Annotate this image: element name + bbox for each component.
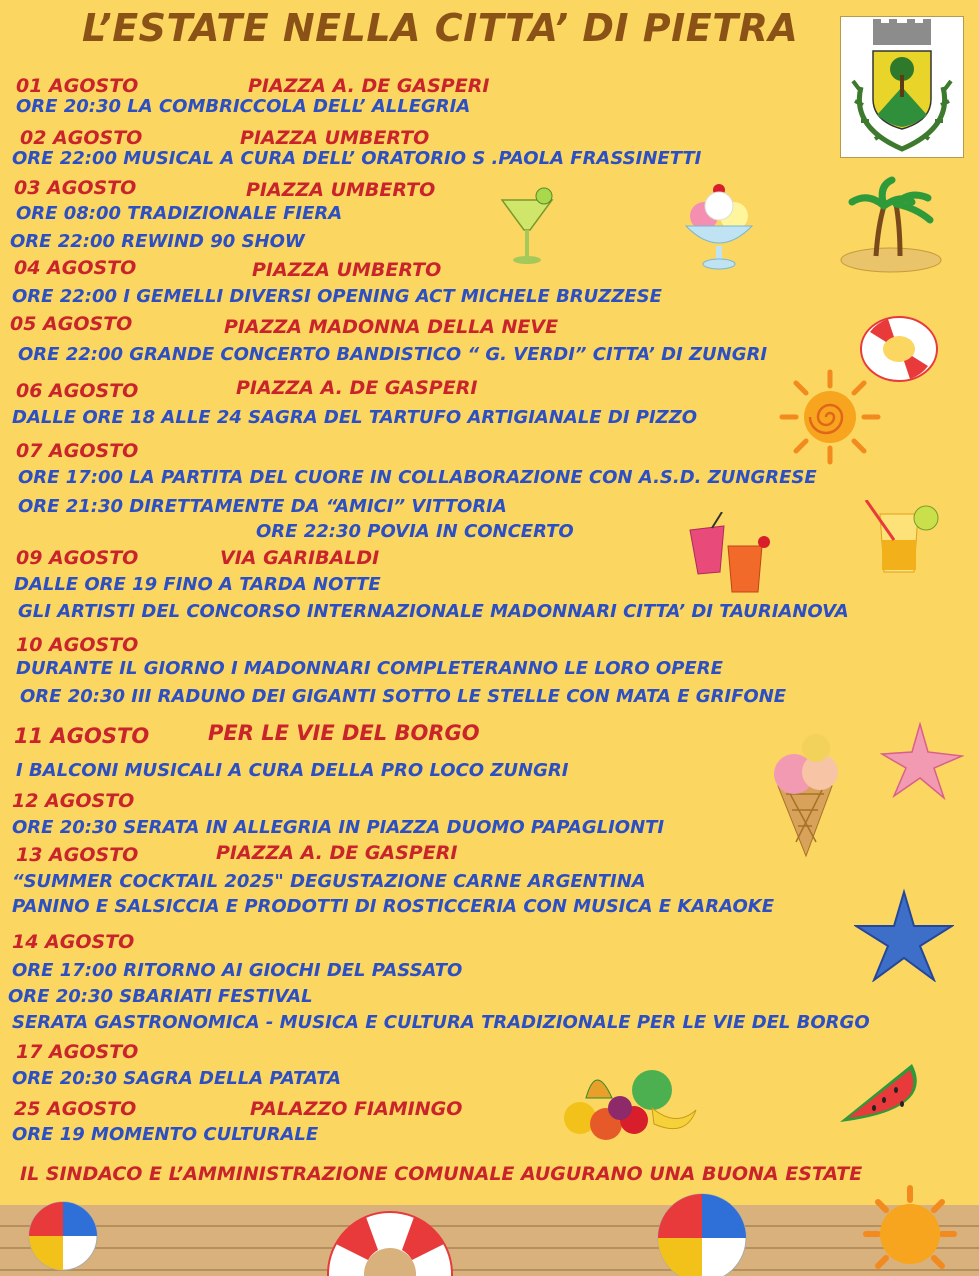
event-detail: I BALCONI MUSICALI A CURA DELLA PRO LOCO ZUNGRI	[16, 760, 569, 781]
event-detail: ORE 20:30 LA COMBRICCOLA DELL’ ALLEGRIA	[16, 96, 471, 117]
event-detail: DALLE ORE 18 ALLE 24 SAGRA DEL TARTUFO ARTIGIANALE DI PIZZO	[12, 407, 698, 428]
watermelon-icon	[836, 1060, 928, 1140]
closing-message: IL SINDACO E L’AMMINISTRAZIONE COMUNALE AUGURANO UNA BUONA ESTATE	[20, 1163, 863, 1185]
event-detail: ORE 20:30 III RADUNO DEI GIGANTI SOTTO LE STELLE CON MATA E GRIFONE	[20, 686, 787, 707]
event-date: 04 AGOSTO	[14, 257, 137, 279]
event-place: PIAZZA A. DE GASPERI	[216, 842, 458, 864]
event-detail: GLI ARTISTI DEL CONCORSO INTERNAZIONALE MADONNARI CITTA’ DI TAURIANOVA	[18, 601, 849, 622]
wooden-deck	[0, 1205, 979, 1276]
event-detail: ORE 17:00 LA PARTITA DEL CUORE IN COLLABORAZIONE CON A.S.D. ZUNGRESE	[18, 467, 817, 488]
event-date: 03 AGOSTO	[14, 177, 137, 199]
event-detail: SERATA GASTRONOMICA - MUSICA E CULTURA TRADIZIONALE PER LE VIE DEL BORGO	[12, 1012, 870, 1033]
event-date: 02 AGOSTO	[20, 127, 143, 149]
life-ring-icon	[326, 1204, 454, 1276]
event-date: 14 AGOSTO	[12, 931, 135, 953]
event-date: 25 AGOSTO	[14, 1098, 137, 1120]
event-date: 12 AGOSTO	[12, 790, 135, 812]
starfish-pink-icon	[880, 722, 964, 800]
event-place: PIAZZA UMBERTO	[252, 259, 442, 281]
event-place: PIAZZA UMBERTO	[246, 179, 436, 201]
event-detail: ORE 20:30 SERATA IN ALLEGRIA IN PIAZZA DUOMO PAPAGLIONTI	[12, 817, 665, 838]
event-detail: “SUMMER COCKTAIL 2025" DEGUSTAZIONE CARNE ARGENTINA	[12, 871, 646, 892]
event-detail: ORE 22:30 POVIA IN CONCERTO	[256, 521, 574, 542]
event-date: 01 AGOSTO	[16, 75, 139, 97]
event-place: PALAZZO FIAMINGO	[250, 1098, 463, 1120]
event-date: 10 AGOSTO	[16, 634, 139, 656]
poster-title: L’ESTATE NELLA CITTA’ DI PIETRA	[82, 6, 799, 50]
event-detail: ORE 22:00 REWIND 90 SHOW	[10, 231, 305, 252]
sun-icon	[778, 368, 882, 466]
event-date: 11 AGOSTO	[14, 724, 150, 748]
lemonade-icon	[864, 500, 944, 574]
beach-ball-icon	[654, 1190, 750, 1276]
event-date: 05 AGOSTO	[10, 313, 133, 335]
event-detail: PANINO E SALSICCIA E PRODOTTI DI ROSTICCERIA CON MUSICA E KARAOKE	[12, 896, 775, 917]
event-detail: ORE 20:30 SBARIATI FESTIVAL	[8, 986, 313, 1007]
event-place: PIAZZA MADONNA DELLA NEVE	[224, 316, 559, 338]
event-detail: ORE 21:30 DIRETTAMENTE DA “AMICI” VITTORIA	[18, 496, 507, 517]
ice-cream-cone-icon	[766, 732, 844, 858]
event-detail: ORE 19 MOMENTO CULTURALE	[12, 1124, 319, 1145]
event-detail: ORE 20:30 SAGRA DELLA PATATA	[12, 1068, 342, 1089]
event-place: PER LE VIE DEL BORGO	[208, 721, 480, 745]
event-place: PIAZZA A. DE GASPERI	[248, 75, 490, 97]
event-date: 06 AGOSTO	[16, 380, 139, 402]
event-place: VIA GARIBALDI	[220, 547, 380, 569]
event-date: 09 AGOSTO	[16, 547, 139, 569]
beach-ball-icon	[24, 1200, 102, 1272]
ice-cream-sundae-icon	[680, 180, 758, 272]
event-place: PIAZZA A. DE GASPERI	[236, 377, 478, 399]
cocktail-icon	[498, 186, 556, 266]
event-date: 07 AGOSTO	[16, 440, 139, 462]
fruit-basket-icon	[556, 1058, 702, 1144]
event-detail: ORE 17:00 RITORNO AI GIOCHI DEL PASSATO	[12, 960, 463, 981]
event-detail: ORE 08:00 TRADIZIONALE FIERA	[16, 203, 343, 224]
event-detail: ORE 22:00 I GEMELLI DIVERSI OPENING ACT MICHELE BRUZZESE	[12, 286, 662, 307]
town-crest-icon	[840, 16, 964, 158]
event-place: PIAZZA UMBERTO	[240, 127, 430, 149]
starfish-blue-icon	[854, 888, 954, 982]
event-detail: ORE 22:00 MUSICAL A CURA DELL’ ORATORIO S .PAOLA FRASSINETTI	[12, 148, 702, 169]
event-date: 13 AGOSTO	[16, 844, 139, 866]
event-detail: DURANTE IL GIORNO I MADONNARI COMPLETERANNO LE LORO OPERE	[16, 658, 723, 679]
event-date: 17 AGOSTO	[16, 1041, 139, 1063]
drinks-icon	[684, 512, 774, 594]
sun-icon	[860, 1184, 960, 1276]
event-detail: ORE 22:00 GRANDE CONCERTO BANDISTICO “ G. VERDI” CITTA’ DI ZUNGRI	[18, 344, 768, 365]
event-detail: DALLE ORE 19 FINO A TARDA NOTTE	[14, 574, 381, 595]
palm-island-icon	[838, 176, 944, 274]
